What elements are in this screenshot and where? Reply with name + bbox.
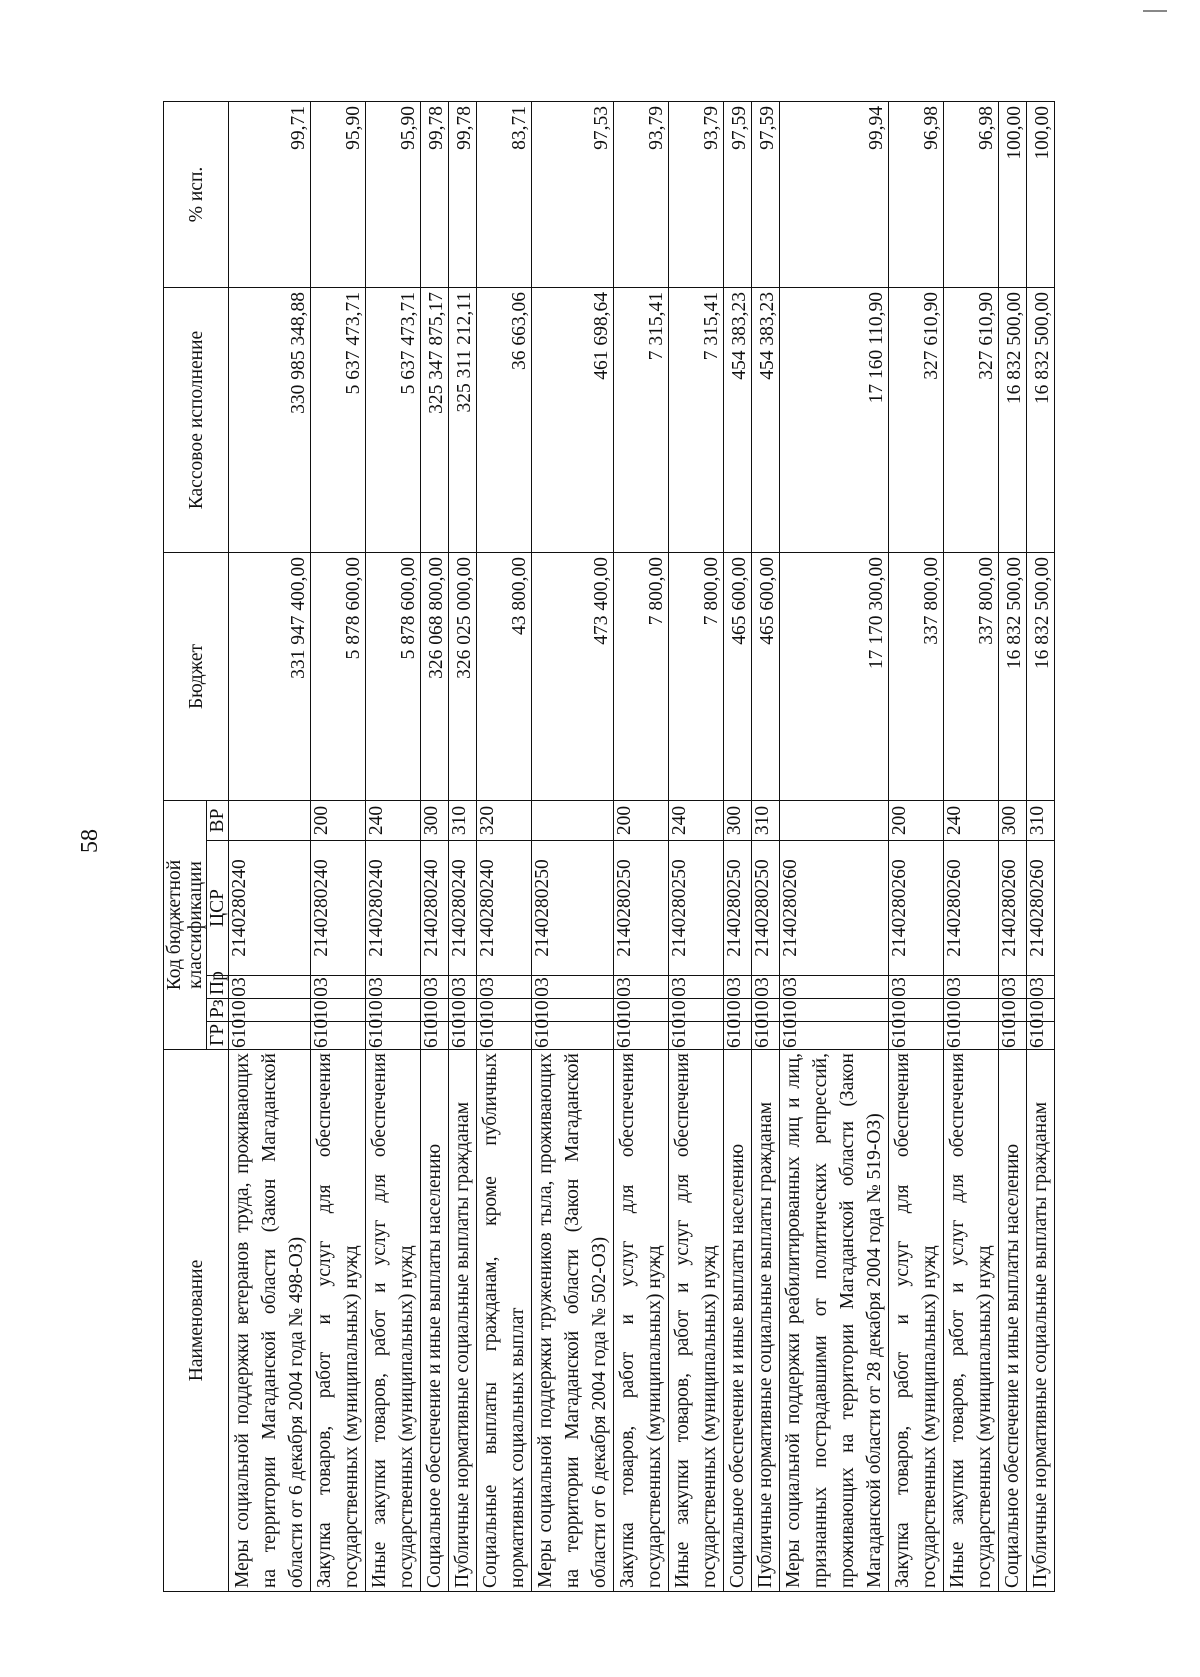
row-budget: 331 947 400,00 bbox=[229, 553, 311, 801]
row-budget: 43 800,00 bbox=[477, 553, 532, 801]
row-pr: 03 bbox=[532, 976, 614, 999]
row-pr: 03 bbox=[477, 976, 532, 999]
table-row bbox=[999, 102, 1027, 1592]
row-csr: 2140280240 bbox=[421, 841, 449, 976]
row-rz: 10 bbox=[614, 999, 669, 1022]
row-rz: 10 bbox=[724, 999, 752, 1022]
row-cash: 7 315,41 bbox=[614, 288, 669, 553]
row-rz: 10 bbox=[1027, 999, 1055, 1022]
row-vr bbox=[229, 801, 311, 841]
row-pr: 03 bbox=[449, 976, 477, 999]
row-csr: 2140280250 bbox=[532, 841, 614, 976]
row-vr: 300 bbox=[999, 801, 1027, 841]
row-gr: 610 bbox=[366, 1022, 421, 1050]
row-percent: 96,98 bbox=[944, 102, 999, 288]
table-row bbox=[229, 102, 311, 1592]
row-gr: 610 bbox=[421, 1022, 449, 1050]
row-name: Иные закупки товаров, работ и услуг для обеспечения государственных (муниципальных) нужд bbox=[366, 1050, 421, 1592]
table-row bbox=[477, 102, 532, 1592]
row-gr: 610 bbox=[752, 1022, 780, 1050]
row-gr: 610 bbox=[229, 1022, 311, 1050]
row-budget: 465 600,00 bbox=[752, 553, 780, 801]
row-pr: 03 bbox=[944, 976, 999, 999]
row-rz: 10 bbox=[944, 999, 999, 1022]
row-pr: 03 bbox=[889, 976, 944, 999]
table-row bbox=[449, 102, 477, 1592]
row-pr: 03 bbox=[229, 976, 311, 999]
row-cash: 327 610,90 bbox=[944, 288, 999, 553]
budget-table bbox=[163, 101, 1055, 1592]
header-gr: ГР bbox=[207, 1022, 229, 1050]
row-budget: 326 068 800,00 bbox=[421, 553, 449, 801]
row-rz: 10 bbox=[669, 999, 724, 1022]
row-percent: 99,71 bbox=[229, 102, 311, 288]
table-row bbox=[669, 102, 724, 1592]
row-cash: 5 637 473,71 bbox=[311, 288, 366, 553]
row-gr: 610 bbox=[724, 1022, 752, 1050]
row-pr: 03 bbox=[780, 976, 889, 999]
table-row bbox=[1027, 102, 1055, 1592]
row-budget: 465 600,00 bbox=[724, 553, 752, 801]
row-rz: 10 bbox=[752, 999, 780, 1022]
row-name: Публичные нормативные социальные выплаты гражданам bbox=[1027, 1050, 1055, 1592]
row-cash: 5 637 473,71 bbox=[366, 288, 421, 553]
row-budget: 337 800,00 bbox=[889, 553, 944, 801]
table-row bbox=[311, 102, 366, 1592]
row-vr: 240 bbox=[944, 801, 999, 841]
row-cash: 16 832 500,00 bbox=[999, 288, 1027, 553]
row-csr: 2140280240 bbox=[311, 841, 366, 976]
row-percent: 97,59 bbox=[724, 102, 752, 288]
row-percent: 99,94 bbox=[780, 102, 889, 288]
row-budget: 473 400,00 bbox=[532, 553, 614, 801]
row-vr: 310 bbox=[1027, 801, 1055, 841]
header-vr: ВР bbox=[207, 801, 229, 841]
table-row bbox=[752, 102, 780, 1592]
row-percent: 97,53 bbox=[532, 102, 614, 288]
row-gr: 610 bbox=[999, 1022, 1027, 1050]
row-name: Меры социальной поддержки тружеников тыла, проживающих на территории Магаданской области (Закон Магаданской области от 6 декабря 2004 года № 502-ОЗ) bbox=[532, 1050, 614, 1592]
row-pr: 03 bbox=[999, 976, 1027, 999]
row-budget: 7 800,00 bbox=[614, 553, 669, 801]
row-percent: 95,90 bbox=[366, 102, 421, 288]
row-percent: 95,90 bbox=[311, 102, 366, 288]
row-cash: 17 160 110,90 bbox=[780, 288, 889, 553]
table-row bbox=[366, 102, 421, 1592]
row-name: Иные закупки товаров, работ и услуг для обеспечения государственных (муниципальных) нужд bbox=[944, 1050, 999, 1592]
row-name: Социальное обеспечение и иные выплаты населению bbox=[999, 1050, 1027, 1592]
row-name: Закупка товаров, работ и услуг для обеспечения государственных (муниципальных) нужд bbox=[614, 1050, 669, 1592]
row-vr bbox=[780, 801, 889, 841]
row-rz: 10 bbox=[532, 999, 614, 1022]
row-name: Социальные выплаты гражданам, кроме публичных нормативных социальных выплат bbox=[477, 1050, 532, 1592]
row-cash: 7 315,41 bbox=[669, 288, 724, 553]
row-cash: 461 698,64 bbox=[532, 288, 614, 553]
row-cash: 16 832 500,00 bbox=[1027, 288, 1055, 553]
row-percent: 100,00 bbox=[999, 102, 1027, 288]
row-rz: 10 bbox=[477, 999, 532, 1022]
row-vr: 310 bbox=[449, 801, 477, 841]
row-vr: 240 bbox=[366, 801, 421, 841]
row-name: Меры социальной поддержки ветеранов труда, проживающих на территории Магаданской области (Закон Магаданской области от 6 декабря 2004 года № 498-ОЗ) bbox=[229, 1050, 311, 1592]
header-csr: ЦСР bbox=[207, 841, 229, 976]
row-rz: 10 bbox=[999, 999, 1027, 1022]
table-row bbox=[724, 102, 752, 1592]
row-name: Меры социальной поддержки реабилитированных лиц и лиц, признанных пострадавшими от политических репрессий, проживающих на территории Магаданской области (Закон Магаданской области от 28 декабря 2004 года № 519-ОЗ) bbox=[780, 1050, 889, 1592]
row-vr: 300 bbox=[724, 801, 752, 841]
row-csr: 2140280250 bbox=[724, 841, 752, 976]
row-percent: 83,71 bbox=[477, 102, 532, 288]
table-row bbox=[614, 102, 669, 1592]
row-gr: 610 bbox=[614, 1022, 669, 1050]
row-vr: 310 bbox=[752, 801, 780, 841]
row-pr: 03 bbox=[1027, 976, 1055, 999]
row-percent: 93,79 bbox=[614, 102, 669, 288]
row-percent: 99,78 bbox=[421, 102, 449, 288]
row-gr: 610 bbox=[780, 1022, 889, 1050]
row-vr: 240 bbox=[669, 801, 724, 841]
row-csr: 2140280240 bbox=[449, 841, 477, 976]
row-csr: 2140280240 bbox=[229, 841, 311, 976]
row-vr: 320 bbox=[477, 801, 532, 841]
row-percent: 100,00 bbox=[1027, 102, 1055, 288]
table-row bbox=[780, 102, 889, 1592]
row-name: Публичные нормативные социальные выплаты гражданам bbox=[449, 1050, 477, 1592]
row-cash: 454 383,23 bbox=[724, 288, 752, 553]
row-rz: 10 bbox=[780, 999, 889, 1022]
row-percent: 93,79 bbox=[669, 102, 724, 288]
table-row bbox=[532, 102, 614, 1592]
row-gr: 610 bbox=[477, 1022, 532, 1050]
table-body bbox=[229, 102, 1055, 1592]
row-pr: 03 bbox=[421, 976, 449, 999]
row-csr: 2140280240 bbox=[366, 841, 421, 976]
row-csr: 2140280240 bbox=[477, 841, 532, 976]
row-gr: 610 bbox=[311, 1022, 366, 1050]
row-cash: 36 663,06 bbox=[477, 288, 532, 553]
row-pr: 03 bbox=[724, 976, 752, 999]
table-row bbox=[421, 102, 449, 1592]
row-csr: 2140280260 bbox=[889, 841, 944, 976]
row-rz: 10 bbox=[311, 999, 366, 1022]
row-pr: 03 bbox=[614, 976, 669, 999]
header-rz: Рз bbox=[207, 999, 229, 1022]
budget-table-rotated bbox=[163, 101, 1055, 1592]
table-row bbox=[889, 102, 944, 1592]
row-gr: 610 bbox=[449, 1022, 477, 1050]
row-pr: 03 bbox=[752, 976, 780, 999]
row-budget: 16 832 500,00 bbox=[1027, 553, 1055, 801]
header-budget: Бюджет bbox=[164, 553, 229, 801]
row-csr: 2140280250 bbox=[752, 841, 780, 976]
row-csr: 2140280260 bbox=[999, 841, 1027, 976]
row-csr: 2140280260 bbox=[780, 841, 889, 976]
row-cash: 327 610,90 bbox=[889, 288, 944, 553]
row-percent: 96,98 bbox=[889, 102, 944, 288]
table-header bbox=[164, 102, 229, 1592]
row-budget: 17 170 300,00 bbox=[780, 553, 889, 801]
header-name: Наименование bbox=[164, 1050, 229, 1592]
row-rz: 10 bbox=[889, 999, 944, 1022]
row-rz: 10 bbox=[449, 999, 477, 1022]
row-name: Публичные нормативные социальные выплаты гражданам bbox=[752, 1050, 780, 1592]
row-csr: 2140280260 bbox=[1027, 841, 1055, 976]
row-percent: 99,78 bbox=[449, 102, 477, 288]
row-percent: 97,59 bbox=[752, 102, 780, 288]
row-pr: 03 bbox=[669, 976, 724, 999]
scan-mark bbox=[1143, 10, 1167, 12]
row-csr: 2140280250 bbox=[614, 841, 669, 976]
row-cash: 330 985 348,88 bbox=[229, 288, 311, 553]
row-cash: 325 311 212,11 bbox=[449, 288, 477, 553]
header-percent: % исп. bbox=[164, 102, 229, 288]
row-rz: 10 bbox=[366, 999, 421, 1022]
row-name: Закупка товаров, работ и услуг для обеспечения государственных (муниципальных) нужд bbox=[311, 1050, 366, 1592]
row-pr: 03 bbox=[366, 976, 421, 999]
row-cash: 325 347 875,17 bbox=[421, 288, 449, 553]
row-name: Социальное обеспечение и иные выплаты населению bbox=[421, 1050, 449, 1592]
row-csr: 2140280260 bbox=[944, 841, 999, 976]
header-code-group: Код бюджетной классификации bbox=[164, 801, 207, 1050]
row-vr: 200 bbox=[614, 801, 669, 841]
row-vr: 200 bbox=[311, 801, 366, 841]
header-pr: Пр bbox=[207, 976, 229, 999]
row-pr: 03 bbox=[311, 976, 366, 999]
page-number: 58 bbox=[77, 829, 103, 853]
row-name: Иные закупки товаров, работ и услуг для обеспечения государственных (муниципальных) нужд bbox=[669, 1050, 724, 1592]
row-cash: 454 383,23 bbox=[752, 288, 780, 553]
row-budget: 5 878 600,00 bbox=[366, 553, 421, 801]
row-vr: 300 bbox=[421, 801, 449, 841]
row-vr bbox=[532, 801, 614, 841]
row-budget: 16 832 500,00 bbox=[999, 553, 1027, 801]
row-budget: 5 878 600,00 bbox=[311, 553, 366, 801]
row-gr: 610 bbox=[1027, 1022, 1055, 1050]
row-budget: 326 025 000,00 bbox=[449, 553, 477, 801]
row-rz: 10 bbox=[229, 999, 311, 1022]
row-gr: 610 bbox=[944, 1022, 999, 1050]
row-csr: 2140280250 bbox=[669, 841, 724, 976]
row-gr: 610 bbox=[889, 1022, 944, 1050]
table-row bbox=[944, 102, 999, 1592]
row-name: Закупка товаров, работ и услуг для обеспечения государственных (муниципальных) нужд bbox=[889, 1050, 944, 1592]
row-vr: 200 bbox=[889, 801, 944, 841]
row-gr: 610 bbox=[532, 1022, 614, 1050]
row-budget: 7 800,00 bbox=[669, 553, 724, 801]
row-name: Социальное обеспечение и иные выплаты населению bbox=[724, 1050, 752, 1592]
row-rz: 10 bbox=[421, 999, 449, 1022]
row-budget: 337 800,00 bbox=[944, 553, 999, 801]
row-gr: 610 bbox=[669, 1022, 724, 1050]
header-cash: Кассовое исполнение bbox=[164, 288, 229, 553]
